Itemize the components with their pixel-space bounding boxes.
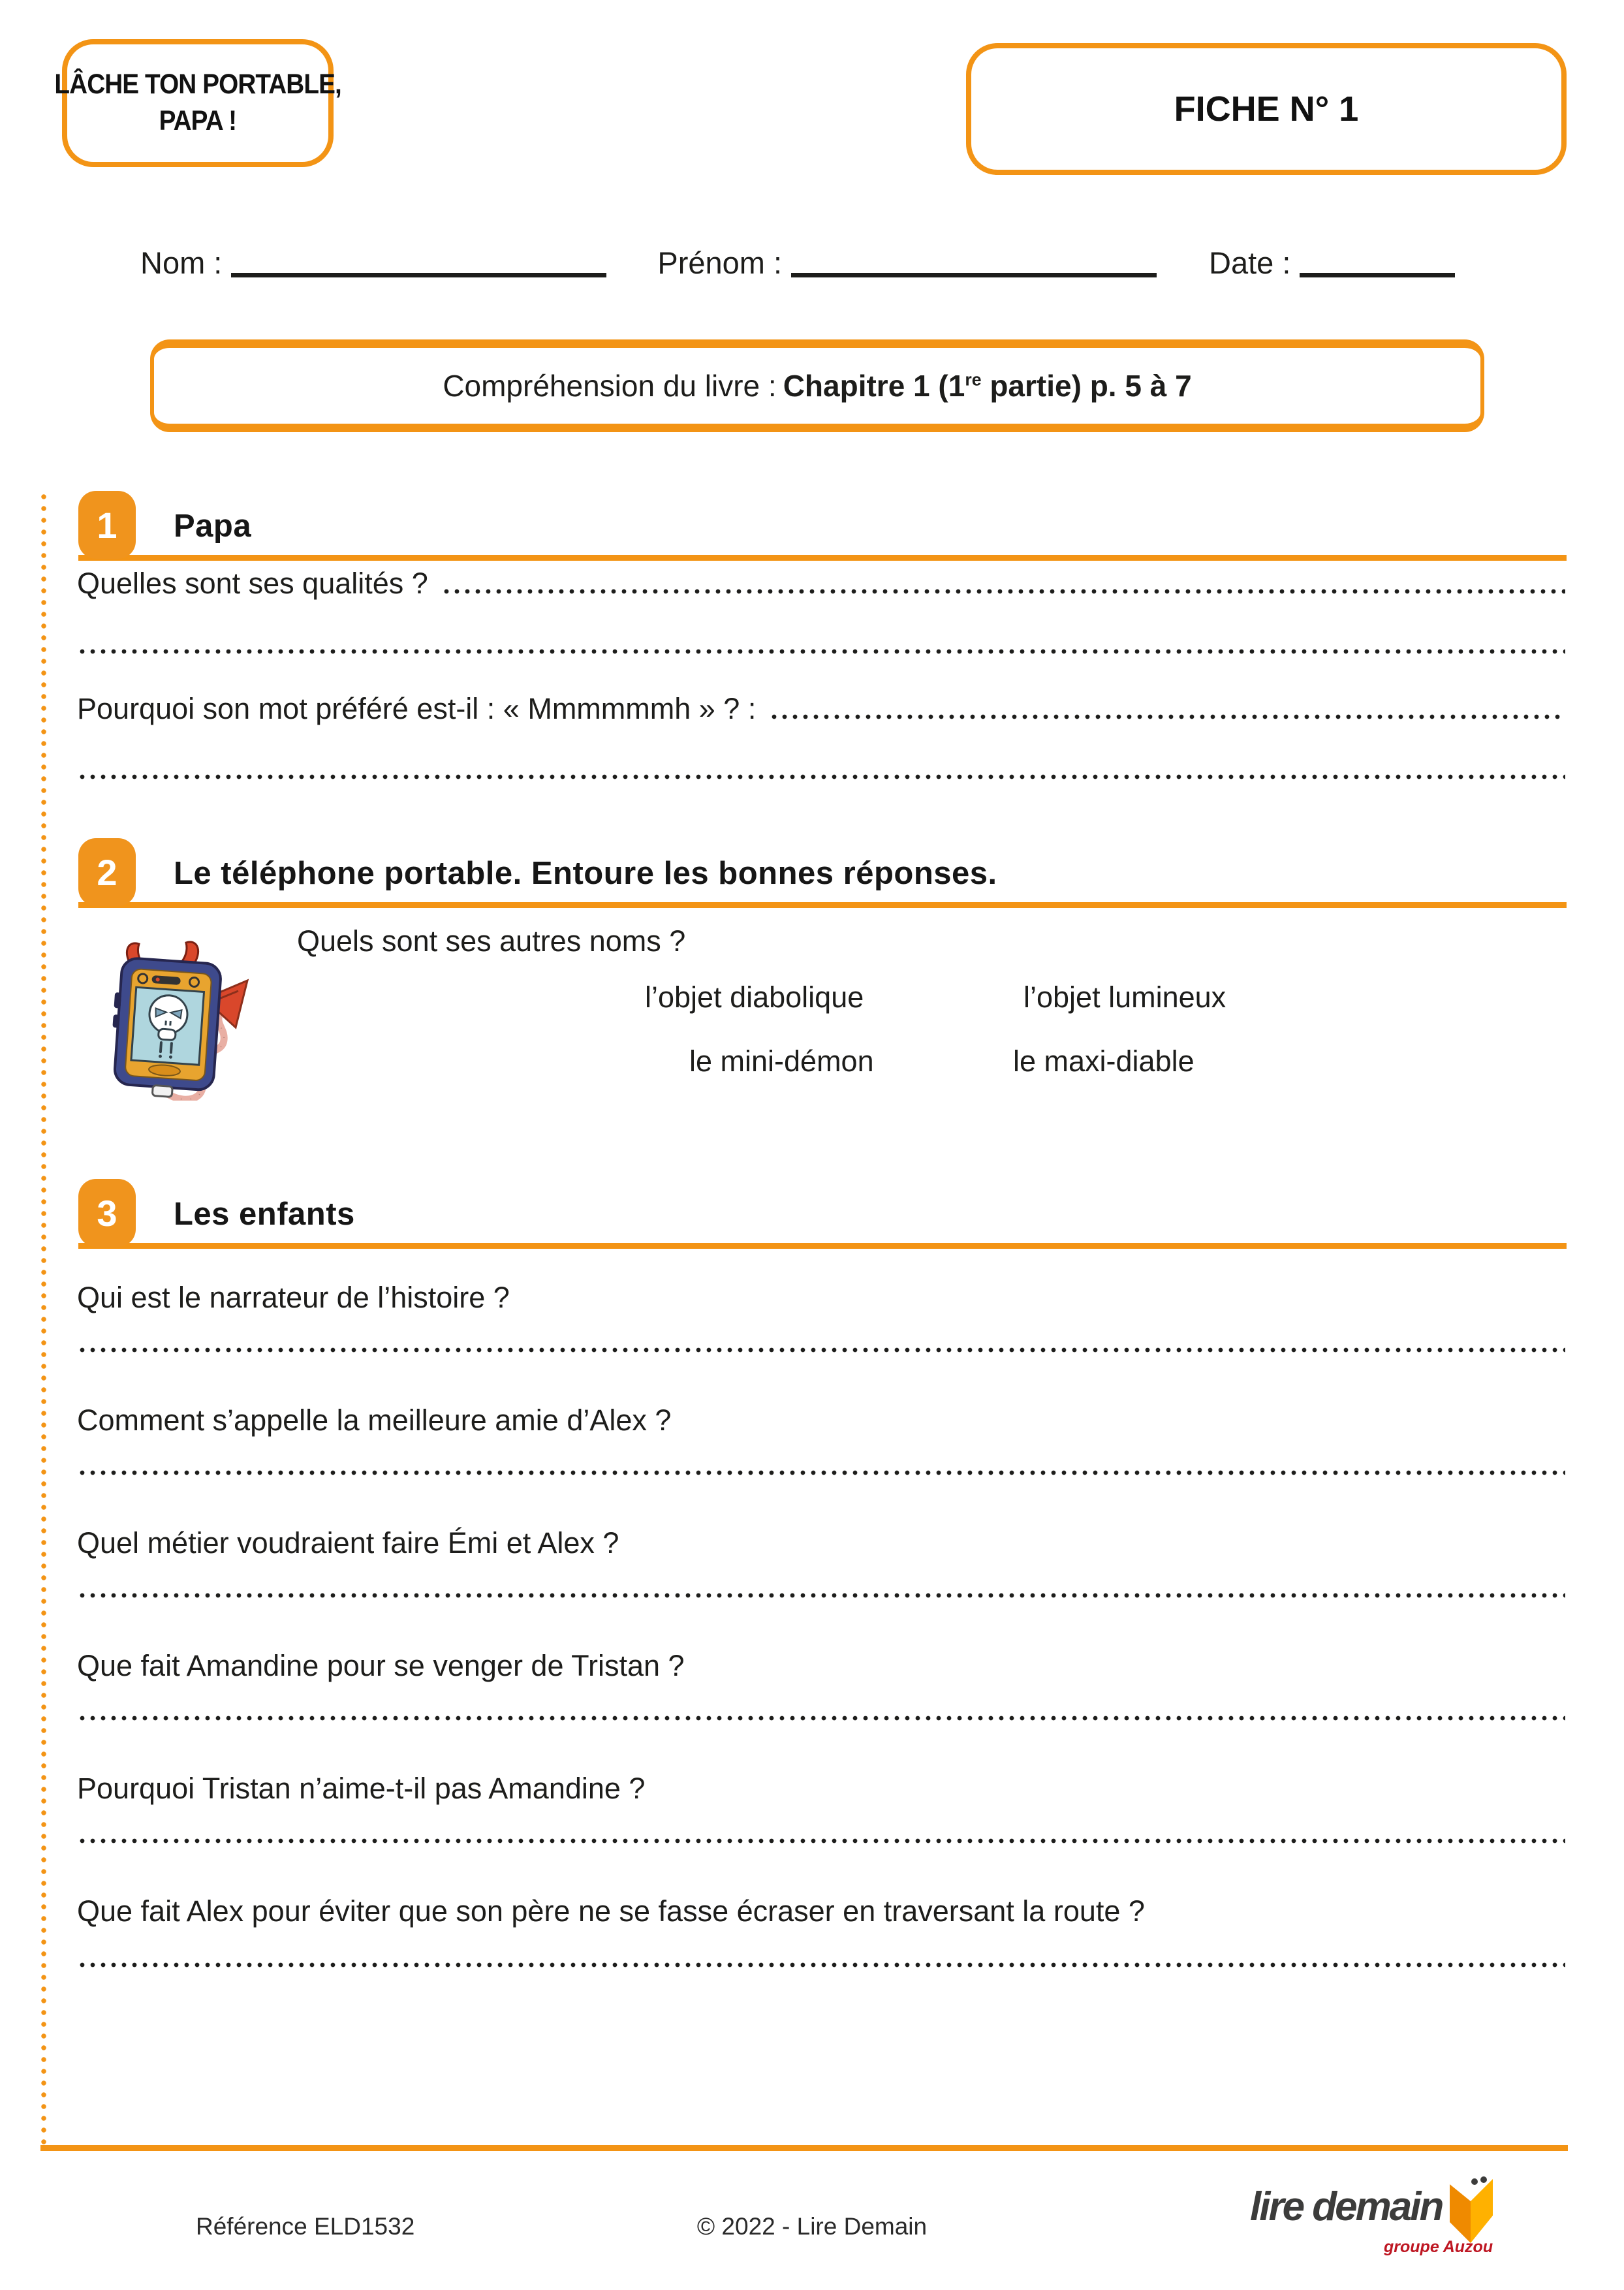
nom-label: Nom :	[140, 245, 223, 280]
answer-dotted-line[interactable]	[77, 1714, 1565, 1722]
date-field[interactable]	[1300, 265, 1455, 277]
fiche-number-box	[966, 43, 1567, 175]
answer-dotted-line[interactable]	[77, 1961, 1565, 1969]
section-1-title: Papa	[174, 509, 252, 544]
circle-option[interactable]: l’objet diabolique	[645, 980, 864, 1014]
question-text: Que fait Alex pour éviter que son père ne se fasse écraser en traversant la route ?	[77, 1894, 1145, 1928]
question-row	[77, 567, 1565, 601]
section-2-title: Le téléphone portable. Entoure les bonnes réponses.	[174, 856, 997, 891]
footer-rule	[40, 2145, 1568, 2151]
section-3-number-badge: 3	[78, 1179, 136, 1247]
question-text: Pourquoi son mot préféré est-il : « Mmmmmmh » ? :	[77, 692, 757, 725]
circle-option[interactable]: l’objet lumineux	[1023, 980, 1226, 1014]
identity-row	[140, 247, 1495, 279]
book-title-box	[54, 39, 341, 167]
reference-label: Référence ELD1532	[196, 2213, 415, 2240]
answer-dotted-line[interactable]	[77, 1346, 1565, 1354]
chapter-reference: Chapitre 1 (1re partie) p. 5 à 7	[783, 369, 1192, 403]
answer-dotted-line[interactable]	[77, 648, 1565, 655]
circle-option[interactable]: le maxi-diable	[1013, 1044, 1195, 1078]
answer-dotted-line[interactable]	[77, 1469, 1565, 1477]
section-1-header	[78, 491, 1567, 561]
question-text: Que fait Amandine pour se venger de Tristan ?	[77, 1649, 685, 1682]
left-dotted-rule	[40, 491, 47, 2145]
open-book-icon	[1446, 2175, 1497, 2247]
publisher-group-label: groupe Auzou	[1384, 2238, 1493, 2256]
book-title-line1: LÂCHE TON PORTABLE,	[54, 69, 341, 101]
question-text: Qui est le narrateur de l’histoire ?	[77, 1281, 510, 1314]
question-text: Comment s’appelle la meilleure amie d’Alex ?	[77, 1404, 672, 1437]
section-1-number-badge: 1	[78, 491, 136, 559]
answer-dotted-line[interactable]	[77, 1592, 1565, 1599]
question-text: Pourquoi Tristan n’aime-t-il pas Amandine ?	[77, 1772, 646, 1805]
prenom-label: Prénom :	[657, 245, 783, 280]
section-3-header	[78, 1179, 1567, 1249]
publisher-logo-text: lire demain	[1250, 2184, 1443, 2229]
comprehension-label: Compréhension du livre :	[443, 369, 777, 403]
publisher-logo	[1250, 2175, 1497, 2247]
answer-dotted-line[interactable]	[77, 773, 1565, 781]
question-text: Quelles sont ses qualités ?	[77, 567, 428, 600]
section-3-title: Les enfants	[174, 1197, 355, 1232]
devil-phone-illustration	[82, 939, 259, 1101]
question-row	[77, 692, 1565, 726]
question-text: Quel métier voudraient faire Émi et Alex ?	[77, 1526, 619, 1560]
date-label: Date :	[1209, 245, 1291, 280]
answer-dotted-fill[interactable]	[441, 588, 1565, 595]
circle-option[interactable]: le mini-démon	[689, 1044, 874, 1078]
answer-dotted-line[interactable]	[77, 1837, 1565, 1845]
answer-dotted-fill[interactable]	[769, 713, 1565, 721]
section-2-prompt: Quels sont ses autres noms ?	[297, 924, 686, 958]
copyright-label: © 2022 - Lire Demain	[696, 2213, 928, 2240]
book-title-line2: PAPA !	[159, 105, 237, 136]
fiche-number-label: FICHE N° 1	[1174, 89, 1359, 129]
section-2-header	[78, 838, 1567, 908]
section-2-number-badge: 2	[78, 838, 136, 906]
nom-field[interactable]	[231, 265, 606, 277]
prenom-field[interactable]	[791, 265, 1157, 277]
comprehension-banner	[150, 339, 1484, 432]
